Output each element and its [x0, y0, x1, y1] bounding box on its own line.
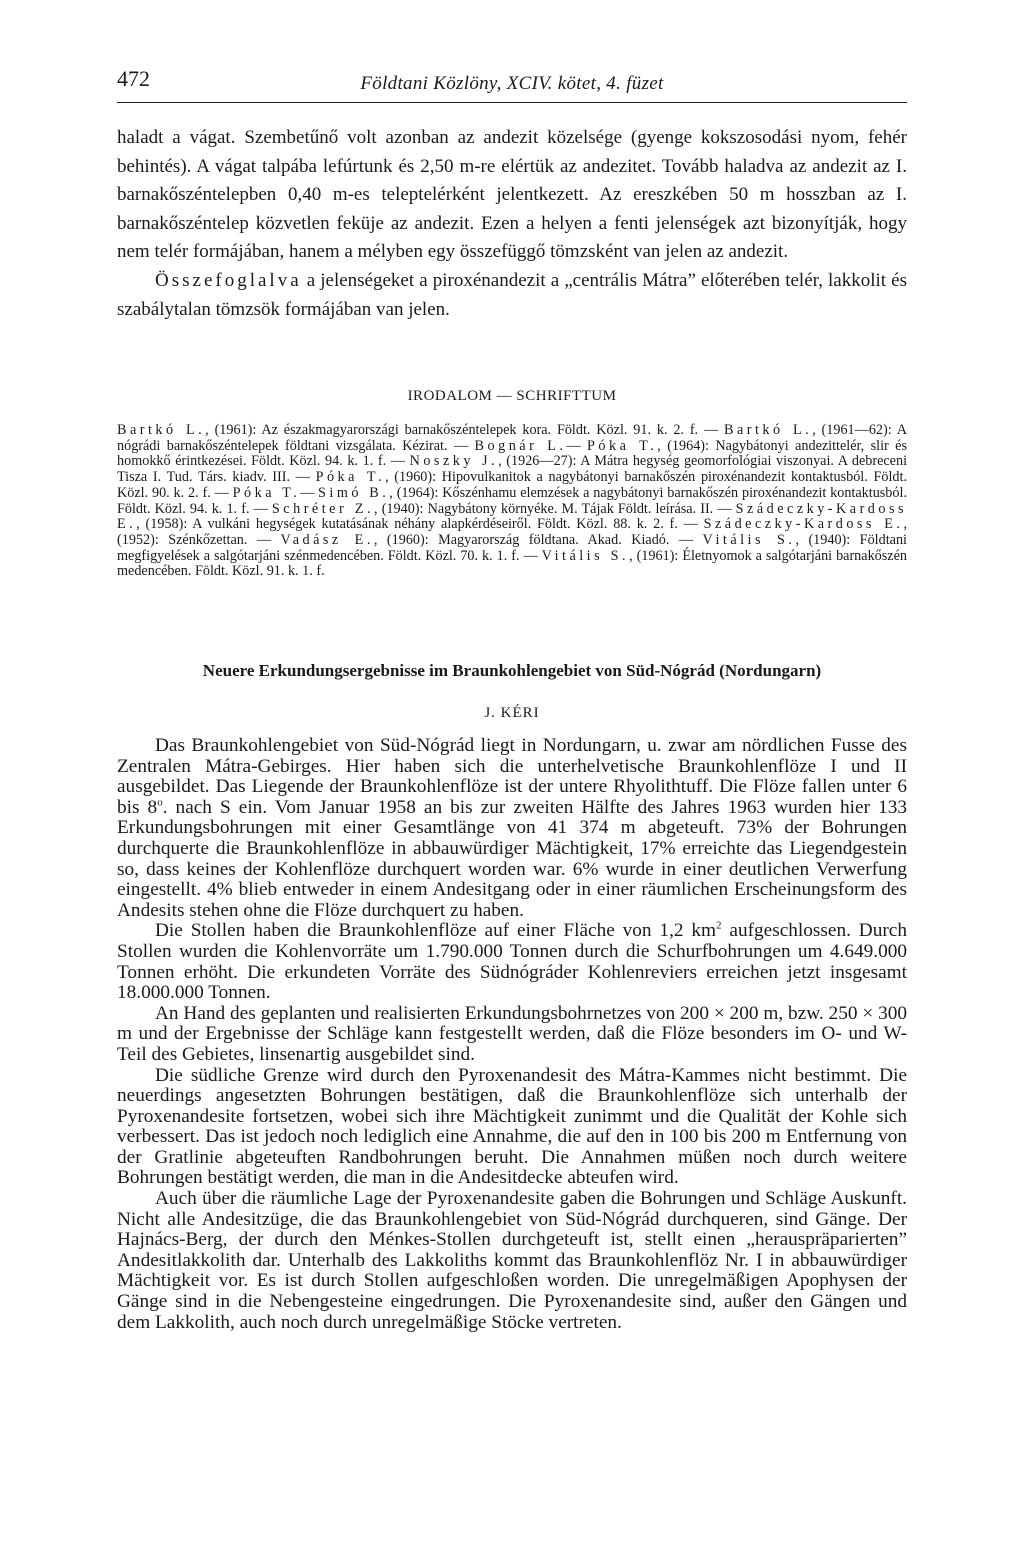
- reference-author: Póka T.—Simó B.: [232, 484, 390, 501]
- german-text: aufgeschlossen. Durch Stollen wurden die Kohlenvorräte um 1.790.000 Tonnen durch die Schurfbohrungen um 4.649.000 Tonnen erhöht. Die erkundeten Vorräte des Südnógráder Kohlenreviers erreichen jetzt insgesamt 18.000.000 Tonnen.: [117, 920, 907, 1004]
- reference-author: Vadász E.: [280, 531, 374, 548]
- reference-text: , (1960): Magyarország földtana. Akad. Kiadó. —: [373, 531, 703, 548]
- german-paragraph-4: Die südliche Grenze wird durch den Pyroxenandesit des Mátra-Kammes nicht bestimmt. Die neuerdings angesetzten Bohrungen bestätigen, daß die Braunkohlenflöze sich unterhalb der Pyroxenandesite fortsetzen, wobei sich ihre Mächtigkeit zunimmt und die Qualität der Kohle sich verbessert. Das ist jedoch noch lediglich eine Annahme, die auf den in 100 bis 200 m Entfernung von der Gratlinie abgeteuften Randbohrungen beruht. Die Annahmen müßen noch durch weitere Bohrungen bestätigt werden, die man in die Andesitdecke abteufen wird.: [117, 1064, 907, 1189]
- page-number: 472: [117, 66, 150, 91]
- degree-sign: o: [157, 796, 163, 809]
- hungarian-paragraph-1: haladt a vágat. Szembetűnő volt azonban az andezit közelsége (gyenge kokszosodási nyom, fehér behintés). A vágat talpába lefúrtunk és 2,50 m-re elértük az andezitet. Tovább haladva az andezit az I. barnakőszéntelepben 0,40 m-es teleptelérként jelentkezett. Az ereszkében 50 m hosszban az I. barnakőszéntelep közvetlen feküje az andezit. Ezen a helyen a fenti jelenségek azt bizonyítják, hogy nem telér formájában, hanem a mélyben egy összefüggő tömzsként van jelen az andezit.: [117, 127, 907, 263]
- german-text: Das Braunkohlengebiet von Süd-Nógrád liegt in Nordungarn, u. zwar am nördlichen Fusse des Zentralen Mátra-Gebirges. Hier haben sich die unterhelvetische Braunkohlenflöze I und II ausgebildet. Das Liegende der Braunkohlenflöze ist der untere Rhyolithtuff. Die Flöze fallen unter 6 bis 8: [117, 735, 907, 818]
- reference-author: Póka T.: [587, 437, 658, 454]
- reference-author: Szádeczky-Kardoss E.: [117, 500, 908, 533]
- superscript-2: 2: [716, 919, 722, 932]
- page-header: [117, 66, 907, 103]
- reference-text: , (1961): Az északmagyarországi barnakőszéntelepek kora. Földt. Közl. 91. k. 2. f. —: [205, 422, 724, 438]
- reference-text: , (1940): Földtani megfigyelések a salgótarjáni szénmedencében. Földt. Közl. 70. k. 1. f. —: [117, 531, 907, 564]
- reference-paragraph: [117, 423, 907, 580]
- reference-author: Vitális S.: [702, 531, 796, 548]
- reference-text: , (1961): Életnyomok a salgótarjáni barnakőszén medencében. Földt. Közl. 91. k. 1. f.: [117, 547, 907, 580]
- reference-author: Schréter Z.: [271, 500, 375, 517]
- reference-author: Bognár L.: [474, 437, 567, 454]
- german-text: Die Stollen haben die Braunkohlenflöze auf einer Fläche von 1,2 km: [155, 920, 717, 942]
- reference-text: —: [566, 437, 588, 454]
- german-paragraph-2: [117, 921, 907, 1003]
- reference-list: [117, 423, 907, 580]
- reference-author: Póka T.: [315, 469, 386, 486]
- summary-lead-word: Összefoglalva: [155, 269, 302, 291]
- reference-author: Bartkó L.: [117, 422, 206, 438]
- german-summary-title: Neuere Erkundungsergebnisse im Braunkohlengebiet von Süd-Nógrád (Nordungarn): [202, 661, 822, 680]
- reference-author: Bartkó L.: [723, 422, 813, 438]
- reference-author: Vitális S.: [541, 547, 630, 564]
- hungarian-paragraph-2: [117, 267, 907, 324]
- running-head: Földtani Közlöny, XCIV. kötet, 4. füzet: [360, 73, 664, 94]
- german-text: . nach S ein. Vom Januar 1958 an bis zur zweiten Hälfte des Jahres 1963 wurden hier 133 Erkundungsbohrungen mit einer Gesamtlänge von 41 374 m abgeteuft. 73% der Bohrungen durchquerte die Braunkohlenflöze in abbauwürdiger Mächtigkeit, 17% erreichte das Liegendgestein so, dass keines der Kohlenflöze durchquert worden war. 6% wurde in einer deutlichen Verwerfung eingestellt. 4% blieb entweder in einem Andesitgang oder in einer räumlichen Erscheinungsform des Andesits stehen ohne die Flöze durchquert zu haben.: [117, 796, 907, 921]
- reference-text: , (1952): Szénkőzettan. —: [117, 516, 907, 548]
- reference-author: Noszky J.: [409, 453, 499, 470]
- reference-text: , (1964): Nagybátonyi andezittelér, slir és homokkő érintkezései. Földt. Közl. 94. k. 1. f. —: [117, 437, 907, 470]
- reference-text: , (1958): A vulkáni hegységek kutatásának néhány alapkérdéseiről. Földt. Közl. 88. k. 2. f. —: [136, 516, 704, 533]
- reference-author: Szádeczky-Kardoss E.: [703, 516, 904, 533]
- references-heading: IRODALOM — SCHRIFTTUM: [407, 388, 617, 404]
- hungarian-body-text: [117, 124, 907, 324]
- reference-text: , (1940): Nagybátony környéke. M. Tájak Földt. leírása. II. —: [374, 500, 736, 517]
- summary-text: a jelenségeket a piroxénandezit a „centrális Mátra” előterében telér, lakkolit és szabálytalan tömzsök formájában van jelen.: [117, 269, 907, 320]
- reference-text: , (1960): Hipovulkanitok a nagybátonyi barnakőszén piroxénandezit kontaktusból. Földt. Közl. 90. k. 2. f. —: [117, 469, 907, 501]
- reference-text: , (1964): Kőszénhamu elemzések a nagybátonyi barnakőszén piroxénandezit kontaktusból. Földt. Közl. 94. k. 1. f. —: [117, 484, 907, 517]
- german-summary-body: [117, 736, 907, 1333]
- german-paragraph-3: An Hand des geplanten und realisierten Erkundungsbohrnetzes von 200 × 200 m, bzw. 250 × 300 m und der Ergebnisse der Schläge kann festgestellt werden, daß die Flöze besonders im O- und W-Teil des Gebietes, linsenartig ausgebildet sind.: [117, 1002, 907, 1065]
- german-paragraph-5: Auch über die räumliche Lage der Pyroxenandesite gaben die Bohrungen und Schläge Auskunft. Nicht alle Andesitzüge, die das Braunkohlengebiet von Süd-Nógrád durchqueren, sind Gänge. Der Hajnács-Berg, der durch den Ménkes-Stollen durchgeteuft ist, stellt einen „herauspräparierten” Andesitlakkolith dar. Unterhalb des Lakkoliths kommt das Braunkohlenflöz Nr. I in abbauwürdiger Mächtigkeit vor. Es ist durch Stollen aufgeschloßen worden. Die unregelmäßigen Apophysen der Gänge sind in die Nebengesteine eingedrungen. Die Pyroxenandesite sind, außer den Gängen und dem Lakkolith, auch noch durch unregelmäßige Stöcke vertreten.: [117, 1188, 907, 1333]
- reference-text: , (1961—62): A nógrádi barnakőszéntelepek földtani vizsgálata. Kézirat. —: [117, 422, 907, 454]
- german-paragraph-1: [117, 736, 907, 921]
- reference-text: , (1926—27): A Mátra hegység geomorfológiai viszonyai. A debreceni Tisza I. Tud. Társ. kiadv. III. —: [117, 453, 908, 486]
- german-summary-author: J. KÉRI: [484, 705, 540, 721]
